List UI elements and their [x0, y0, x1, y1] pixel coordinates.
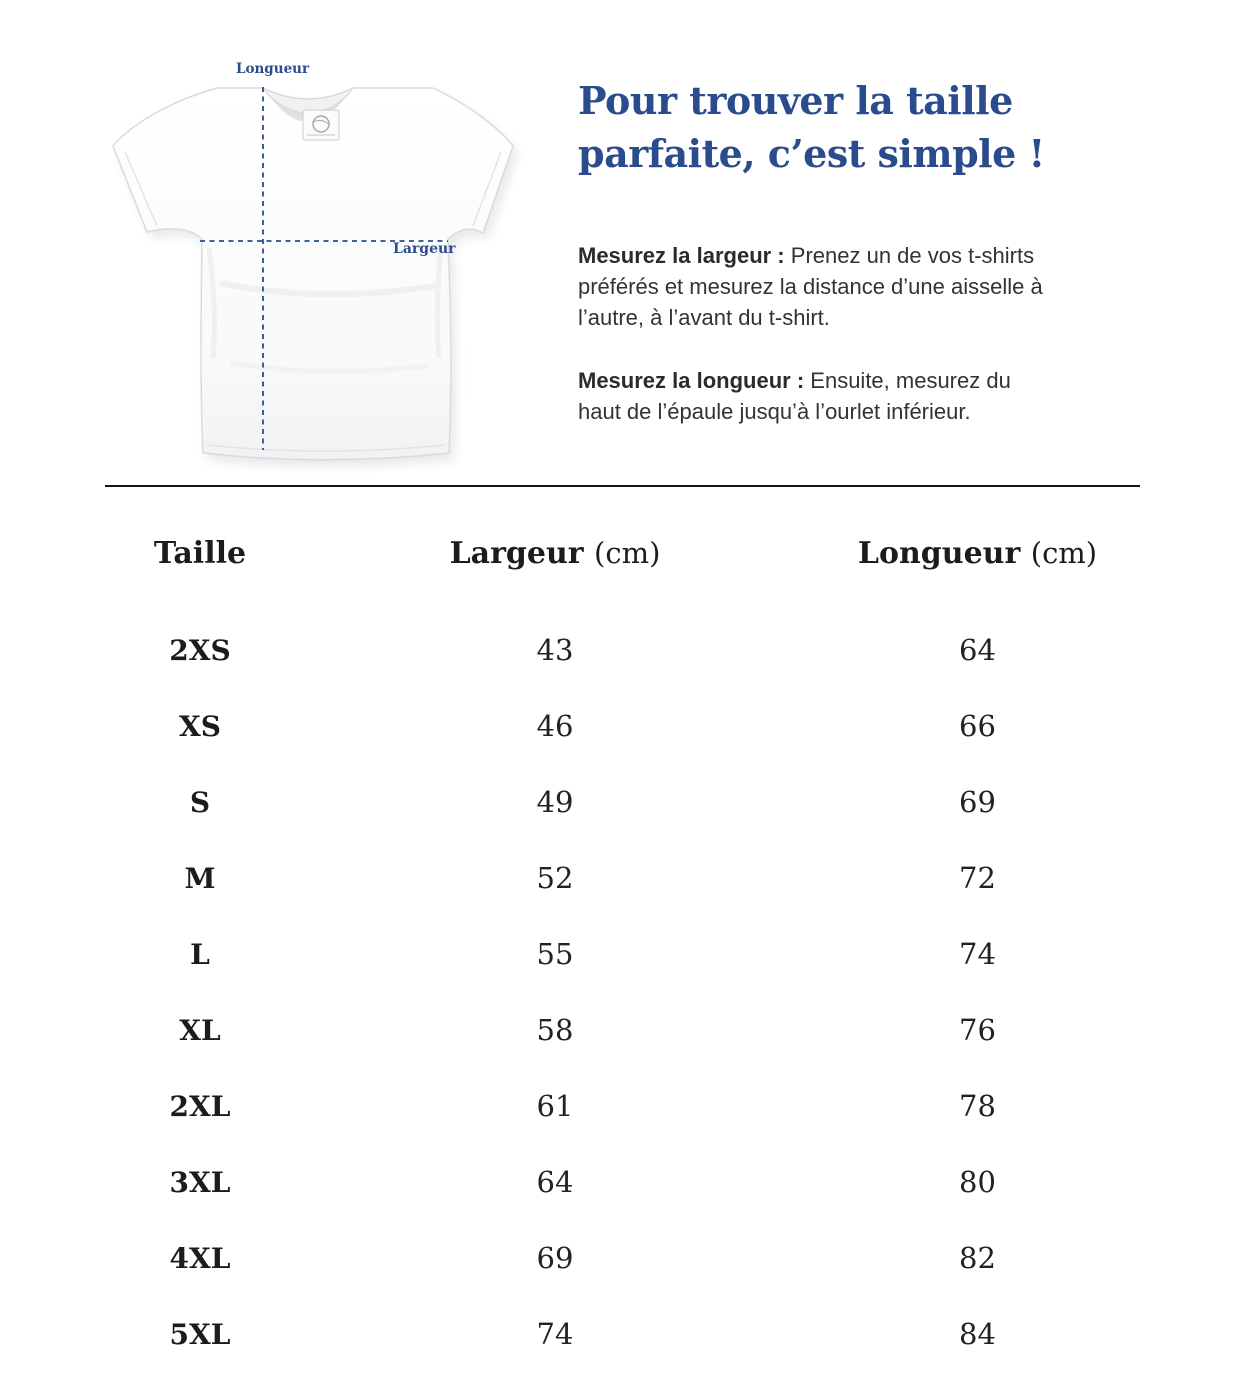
- measure-length-label: Mesurez la longueur :: [578, 368, 805, 393]
- size-cell: 2XS: [169, 633, 231, 667]
- size-cell: 2XL: [169, 1089, 231, 1123]
- length-cell: 82: [959, 1241, 996, 1275]
- measure-width-instruction: [578, 240, 1156, 333]
- width-cell: 58: [536, 1013, 574, 1047]
- length-cell: 78: [959, 1089, 996, 1123]
- tshirt-image: [105, 58, 525, 473]
- title-line-1: Pour trouver la taille: [578, 78, 1013, 123]
- header-width-title: Largeur: [449, 536, 584, 571]
- size-table-header: [105, 487, 1140, 600]
- measure-width-label: Mesurez la largeur :: [578, 243, 785, 268]
- table-row-4xl: [105, 1220, 1140, 1296]
- length-cell: 69: [959, 785, 996, 819]
- width-cell: 46: [536, 709, 574, 743]
- table-row-m: [105, 840, 1140, 916]
- table-row-2xs: [105, 612, 1140, 688]
- length-cell: 84: [959, 1317, 996, 1351]
- page-title: [578, 74, 1156, 180]
- size-cell: XS: [179, 709, 221, 743]
- measure-length-text-line-1: Ensuite, mesurez du: [810, 368, 1011, 393]
- width-cell: 69: [536, 1241, 574, 1275]
- width-line-label: Largeur: [393, 241, 456, 257]
- measure-section: [0, 0, 1242, 485]
- size-cell: 3XL: [169, 1165, 231, 1199]
- table-row-xl: [105, 992, 1140, 1068]
- length-cell: 74: [959, 937, 996, 971]
- header-width-unit: (cm): [594, 536, 661, 570]
- length-cell: 76: [959, 1013, 996, 1047]
- table-row-5xl: [105, 1296, 1140, 1372]
- table-row-l: [105, 916, 1140, 992]
- measure-width-text-line-1: Prenez un de vos t-shirts: [790, 243, 1035, 268]
- length-cell: 66: [959, 709, 996, 743]
- title-line-2: parfaite, c’est simple !: [578, 131, 1045, 176]
- measure-length-text-line-2: haut de l’épaule jusqu’à l’ourlet inférieur.: [578, 399, 971, 424]
- table-row-xs: [105, 688, 1140, 764]
- width-cell: 64: [536, 1165, 574, 1199]
- measure-width-text-line-3: l’autre, à l’avant du t-shirt.: [578, 305, 830, 330]
- width-cell: 49: [536, 785, 574, 819]
- header-length-unit: (cm): [1030, 536, 1098, 570]
- size-table: [105, 487, 1140, 1372]
- measure-length-instruction: [578, 365, 1156, 427]
- length-line-label: Longueur: [236, 61, 310, 77]
- length-cell: 64: [959, 633, 996, 667]
- size-table-body: [105, 612, 1140, 1372]
- size-cell: M: [184, 861, 216, 895]
- table-row-2xl: [105, 1068, 1140, 1144]
- measure-width-text-line-2: préférés et mesurez la distance d’une aisselle à: [578, 274, 1043, 299]
- size-cell: S: [189, 785, 211, 819]
- size-cell: L: [190, 937, 210, 971]
- header-length: [815, 533, 1140, 574]
- width-cell: 61: [536, 1089, 574, 1123]
- length-cell: 72: [959, 861, 996, 895]
- table-row-3xl: [105, 1144, 1140, 1220]
- width-cell: 52: [536, 861, 574, 895]
- header-width: [295, 533, 815, 574]
- header-length-title: Longueur: [857, 536, 1021, 571]
- width-cell: 55: [536, 937, 574, 971]
- width-cell: 74: [536, 1317, 574, 1351]
- size-cell: XL: [179, 1013, 221, 1047]
- width-cell: 43: [536, 633, 574, 667]
- table-row-s: [105, 764, 1140, 840]
- size-cell: 4XL: [169, 1241, 231, 1275]
- size-cell: 5XL: [169, 1317, 231, 1351]
- length-cell: 80: [959, 1165, 996, 1199]
- header-size: Taille: [153, 535, 247, 571]
- intro-block: [578, 74, 1156, 427]
- neck-label: [303, 110, 339, 140]
